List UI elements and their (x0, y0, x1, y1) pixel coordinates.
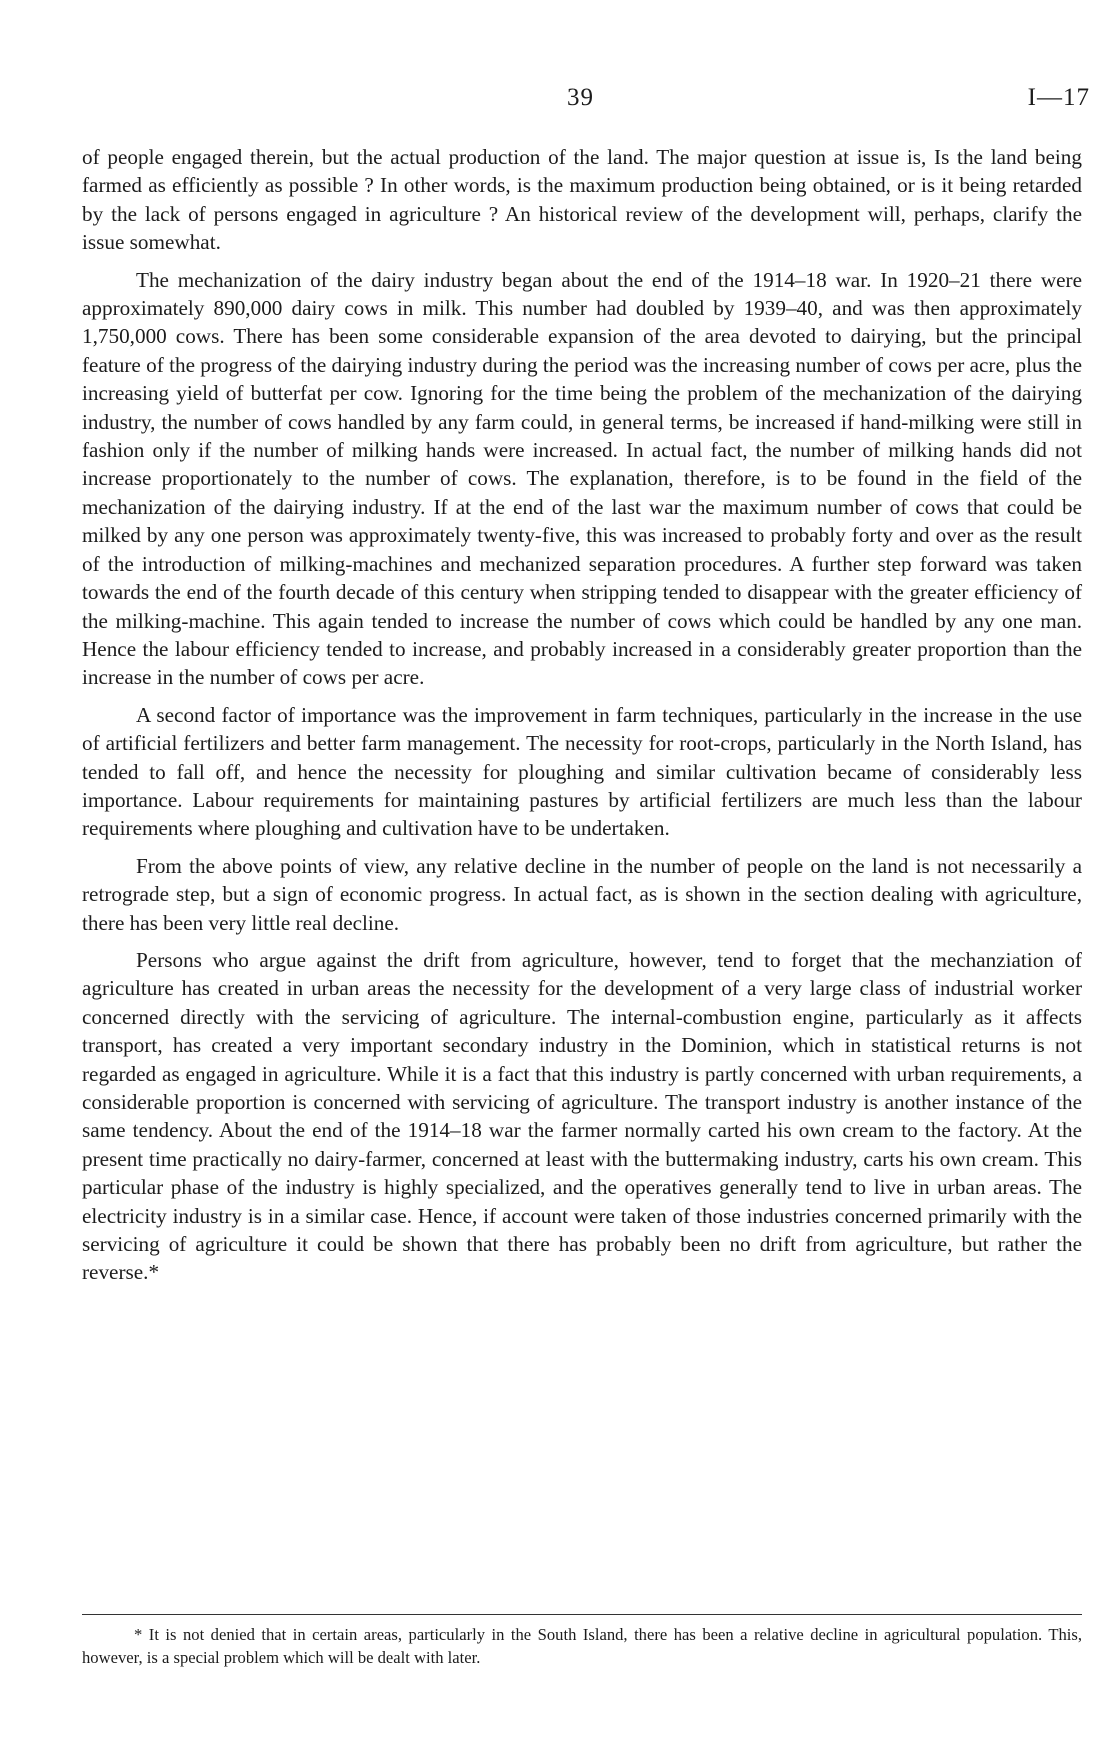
page-reference: I—17 (1027, 84, 1090, 111)
paragraph-dairy-mechanization: The mechanization of the dairy industry began about the end of the 1914–18 war. In 1920–21 there were approximately 890,000 dairy cows in milk. This number had doubled by 1939–40, and was then approximately 1,750,000 cows. There has been some considerable expansion of the area devoted to dairying, but the principal feature of the progress of the dairying industry during the period was the increasing number of cows per acre, plus the increasing yield of butterfat per cow. Ignoring for the time being the problem of the mechanization of the dairying industry, the number of cows handled by any farm could, in general terms, be increased if hand-milking were still in fashion only if the number of milking hands were increased. In actual fact, the number of milking hands did not increase proportionately to the number of cows. The explanation, therefore, is to be found in the field of the mechanization of the dairying industry. If at the end of the last war the maximum number of cows that could be milked by any one person was approximately twenty-five, this was increased to probably forty and over as the result of the introduction of milking-machines and mechanized separation procedures. A further step forward was taken towards the end of the fourth decade of this century when stripping tended to disappear with the greater efficiency of the milking-machine. This again tended to increase the number of cows which could be handled by any one man. Hence the labour efficiency tended to increase, and probably increased in a considerably greater proportion than the increase in the number of cows per acre. (82, 267, 1082, 690)
paragraph-continuation: of people engaged therein, but the actual production of the land. The major question at issue is, Is the land being farmed as efficiently as possible ? In other words, is the maximum production being obtained, or is it being retarded by the lack of persons engaged in agriculture ? An historical review of the development will, perhaps, clarify the issue somewhat. (82, 145, 1082, 255)
paragraph-drift-from-agriculture: Persons who argue against the drift from agriculture, however, tend to forget that the mechanziation of agriculture has created in urban areas the necessity for the development of a very large class of industrial worker concerned directly with the servicing of agriculture. The internal-combustion engine, particularly as it affects transport, has created a very important secondary industry in the Dominion, which in statistical returns is not regarded as engaged in agriculture. While it is a fact that this industry is partly concerned with urban requirements, a considerable proportion is concerned with servicing of agriculture. The transport industry is another instance of the same tendency. About the end of the 1914–18 war the farmer normally carted his own cream to the factory. At the present time practically no dairy-farmer, concerned at least with the buttermaking industry, carts his own cream. This particular phase of the industry is highly specialized, and the operatives generally tend to live in urban areas. The electricity industry is in a similar case. Hence, if account were taken of those industries concerned primarily with the servicing of agriculture it could be shown that there has probably been no drift from agriculture, but rather the reverse.* (82, 947, 1082, 1285)
page-number: 39 (567, 84, 594, 111)
paragraph-economic-progress: From the above points of view, any relative decline in the number of people on the land is not necessarily a retrograde step, but a sign of economic progress. In actual fact, as is shown in the section dealing with agriculture, there has been very little real decline. (82, 853, 1082, 935)
paragraph-farm-techniques: A second factor of importance was the improvement in farm techniques, particularly in the increase in the use of artificial fertilizers and better farm management. The necessity for root-crops, particularly in the North Island, has tended to fall off, and hence the necessity for ploughing and similar cultivation became of considerably less importance. Labour requirements for maintaining pastures by artificial fertilizers are much less than the labour requirements where ploughing and cultivation have to be undertaken. (82, 702, 1082, 841)
footnote: * It is not denied that in certain areas, particularly in the South Island, there has been a relative decline in agricultural population. This, however, is a special problem which will be dealt with later. (82, 1625, 1082, 1667)
body-text (82, 143, 1082, 1296)
footnote-divider (82, 1614, 1082, 1615)
